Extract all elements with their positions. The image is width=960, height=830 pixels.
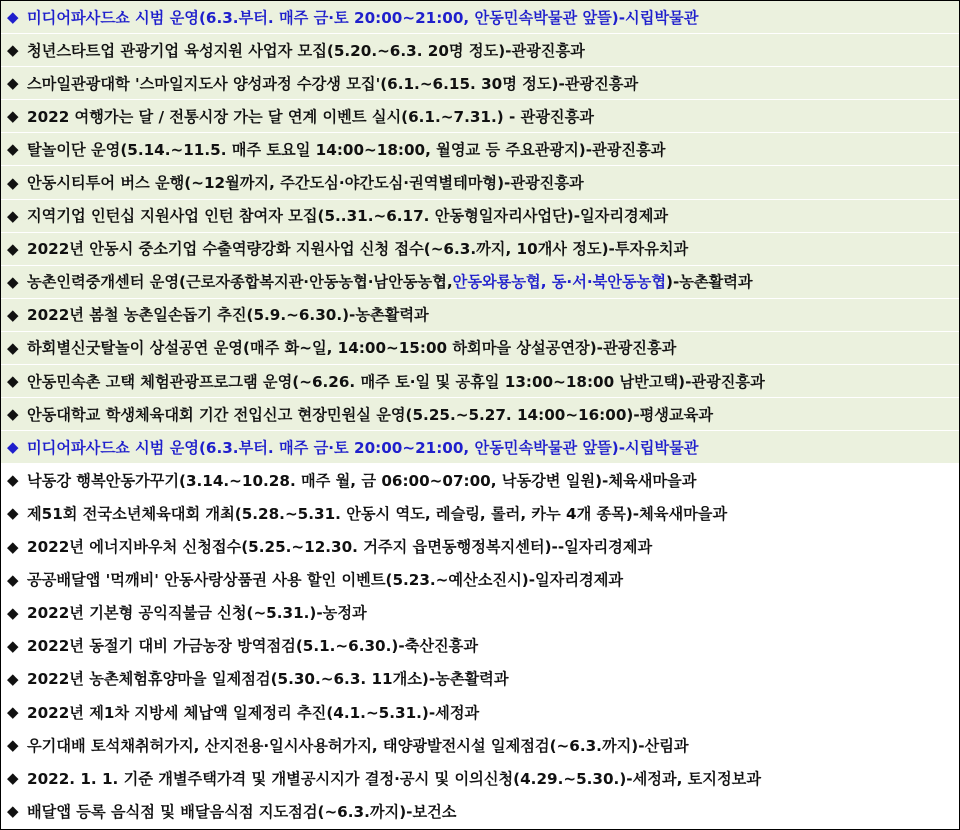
- highlighted-text: 안동와룡농협, 동·서·북안동농협: [452, 273, 666, 292]
- diamond-bullet-icon: ◆: [7, 537, 19, 556]
- item-text-part: 농촌인력중개센터 운영(근로자종합복지관·안동농협·남안동농협,: [27, 273, 453, 292]
- item-text: 2022년 안동시 중소기업 수출역량강화 지원사업 신청 접수(~6.3.까지, 10개사 정도)-투자유치과: [27, 240, 689, 259]
- item-text: 제51회 전국소년체육대회 개최(5.28.~5.31. 안동시 역도, 레슬링, 롤러, 카누 4개 종목)-체육새마을과: [27, 504, 728, 523]
- diamond-bullet-icon: ◆: [7, 140, 19, 159]
- list-item: [1, 398, 959, 431]
- diamond-bullet-icon: ◆: [7, 669, 19, 688]
- item-text-part: )-농촌활력과: [666, 273, 753, 292]
- diamond-bullet-icon: ◆: [7, 272, 19, 291]
- list-item: [1, 133, 959, 166]
- list-item: [1, 233, 959, 266]
- item-text: 배달앱 등록 음식점 및 배달음식점 지도점검(~6.3.까지)-보건소: [27, 802, 457, 821]
- item-text: 미디어파사드쇼 시범 운영(6.3.부터. 매주 금·토 20:00~21:00, 안동민속박물관 앞뜰)-시립박물관: [27, 438, 699, 457]
- list-item: [1, 564, 959, 597]
- diamond-bullet-icon: ◆: [7, 769, 19, 788]
- diamond-bullet-icon: ◆: [7, 471, 19, 490]
- list-item: [1, 431, 959, 464]
- diamond-bullet-icon: ◆: [7, 802, 19, 821]
- diamond-bullet-icon: ◆: [7, 636, 19, 655]
- item-text: 안동시티투어 버스 운행(~12월까지, 주간도심·야간도심·권역별테마형)-관광진흥과: [27, 174, 584, 193]
- list-item: [1, 696, 959, 729]
- item-text: 우기대배 토석채취허가지, 산지전용·일시사용허가지, 태양광발전시설 일제점검(~6.3.까지)-산림과: [27, 736, 689, 755]
- item-text: 2022년 동절기 대비 가금농장 방역점검(5.1.~6.30.)-축산진흥과: [27, 637, 478, 656]
- item-text: 2022년 기본형 공익직불금 신청(~5.31.)-농정과: [27, 604, 367, 623]
- diamond-bullet-icon: ◆: [7, 405, 19, 424]
- item-text: 2022년 농촌체험휴양마을 일제점검(5.30.~6.3. 11개소)-농촌활력과: [27, 670, 509, 689]
- item-text: 낙동강 행복안동가꾸기(3.14.~10.28. 매주 월, 금 06:00~07:00, 낙동강변 일원)-체육새마을과: [27, 471, 697, 490]
- list-item: [1, 630, 959, 663]
- list-item: [1, 332, 959, 365]
- notice-list: [1, 1, 959, 828]
- list-item: [1, 67, 959, 100]
- list-item: [1, 299, 959, 332]
- item-text: 스마일관광대학 '스마일지도사 양성과정 수강생 모집'(6.1.~6.15. 30명 정도)-관광진흥과: [27, 74, 639, 93]
- list-item: [1, 100, 959, 133]
- item-text: 2022년 에너지바우처 신청접수(5.25.~12.30. 거주지 읍면동행정복지센터)--일자리경제과: [27, 538, 653, 557]
- diamond-bullet-icon: ◆: [7, 736, 19, 755]
- item-text: 미디어파사드쇼 시범 운영(6.3.부터. 매주 금·토 20:00~21:00, 안동민속박물관 앞뜰)-시립박물관: [27, 8, 699, 27]
- diamond-bullet-icon: ◆: [7, 703, 19, 722]
- diamond-bullet-icon: ◆: [7, 239, 19, 258]
- item-text: 공공배달앱 '먹깨비' 안동사랑상품권 사용 할인 이벤트(5.23.~예산소진시)-일자리경제과: [27, 571, 624, 590]
- list-item: [1, 1, 959, 34]
- diamond-bullet-icon: ◆: [7, 74, 19, 93]
- list-item: [1, 166, 959, 199]
- diamond-bullet-icon: ◆: [7, 8, 19, 27]
- item-text: 탈놀이단 운영(5.14.~11.5. 매주 토요일 14:00~18:00, 월영교 등 주요관광지)-관광진흥과: [27, 140, 666, 159]
- list-item: [1, 762, 959, 795]
- diamond-bullet-icon: ◆: [7, 570, 19, 589]
- diamond-bullet-icon: ◆: [7, 173, 19, 192]
- list-item: [1, 365, 959, 398]
- list-item: [1, 266, 959, 299]
- diamond-bullet-icon: ◆: [7, 372, 19, 391]
- item-text: 2022 여행가는 달 / 전통시장 가는 달 연계 이벤트 실시(6.1.~7.31.) - 관광진흥과: [27, 107, 594, 126]
- list-item: [1, 597, 959, 630]
- diamond-bullet-icon: ◆: [7, 41, 19, 60]
- list-item: [1, 200, 959, 233]
- item-text: 안동대학교 학생체육대회 기간 전입신고 현장민원실 운영(5.25.~5.27. 14:00~16:00)-평생교육과: [27, 405, 713, 424]
- item-text: 2022년 제1차 지방세 체납액 일제정리 추진(4.1.~5.31.)-세정과: [27, 703, 480, 722]
- list-item: [1, 497, 959, 530]
- item-text: 하회별신굿탈놀이 상설공연 운영(매주 화~일, 14:00~15:00 하회마을 상설공연장)-관광진흥과: [27, 339, 677, 358]
- diamond-bullet-icon: ◆: [7, 206, 19, 225]
- item-text: 지역기업 인턴십 지원사업 인턴 참여자 모집(5..31.~6.17. 안동형일자리사업단)-일자리경제과: [27, 207, 669, 226]
- list-item: [1, 663, 959, 696]
- item-text: 청년스타트업 관광기업 육성지원 사업자 모집(5.20.~6.3. 20명 정도)-관광진흥과: [27, 41, 585, 60]
- diamond-bullet-icon: ◆: [7, 438, 19, 457]
- diamond-bullet-icon: ◆: [7, 107, 19, 126]
- list-item: [1, 531, 959, 564]
- item-text: 안동민속촌 고택 체험관광프로그램 운영(~6.26. 매주 토·일 및 공휴일 13:00~18:00 남반고택)-관광진흥과: [27, 372, 765, 391]
- diamond-bullet-icon: ◆: [7, 504, 19, 523]
- diamond-bullet-icon: ◆: [7, 338, 19, 357]
- list-item: [1, 795, 959, 828]
- item-text: 2022년 봄철 농촌일손돕기 추진(5.9.~6.30.)-농촌활력과: [27, 306, 429, 325]
- item-text: 2022. 1. 1. 기준 개별주택가격 및 개별공시지가 결정·공시 및 이의신청(4.29.~5.30.)-세정과, 토지정보과: [27, 769, 761, 788]
- list-item: [1, 464, 959, 497]
- diamond-bullet-icon: ◆: [7, 305, 19, 324]
- diamond-bullet-icon: ◆: [7, 603, 19, 622]
- list-item: [1, 34, 959, 67]
- list-item: [1, 729, 959, 762]
